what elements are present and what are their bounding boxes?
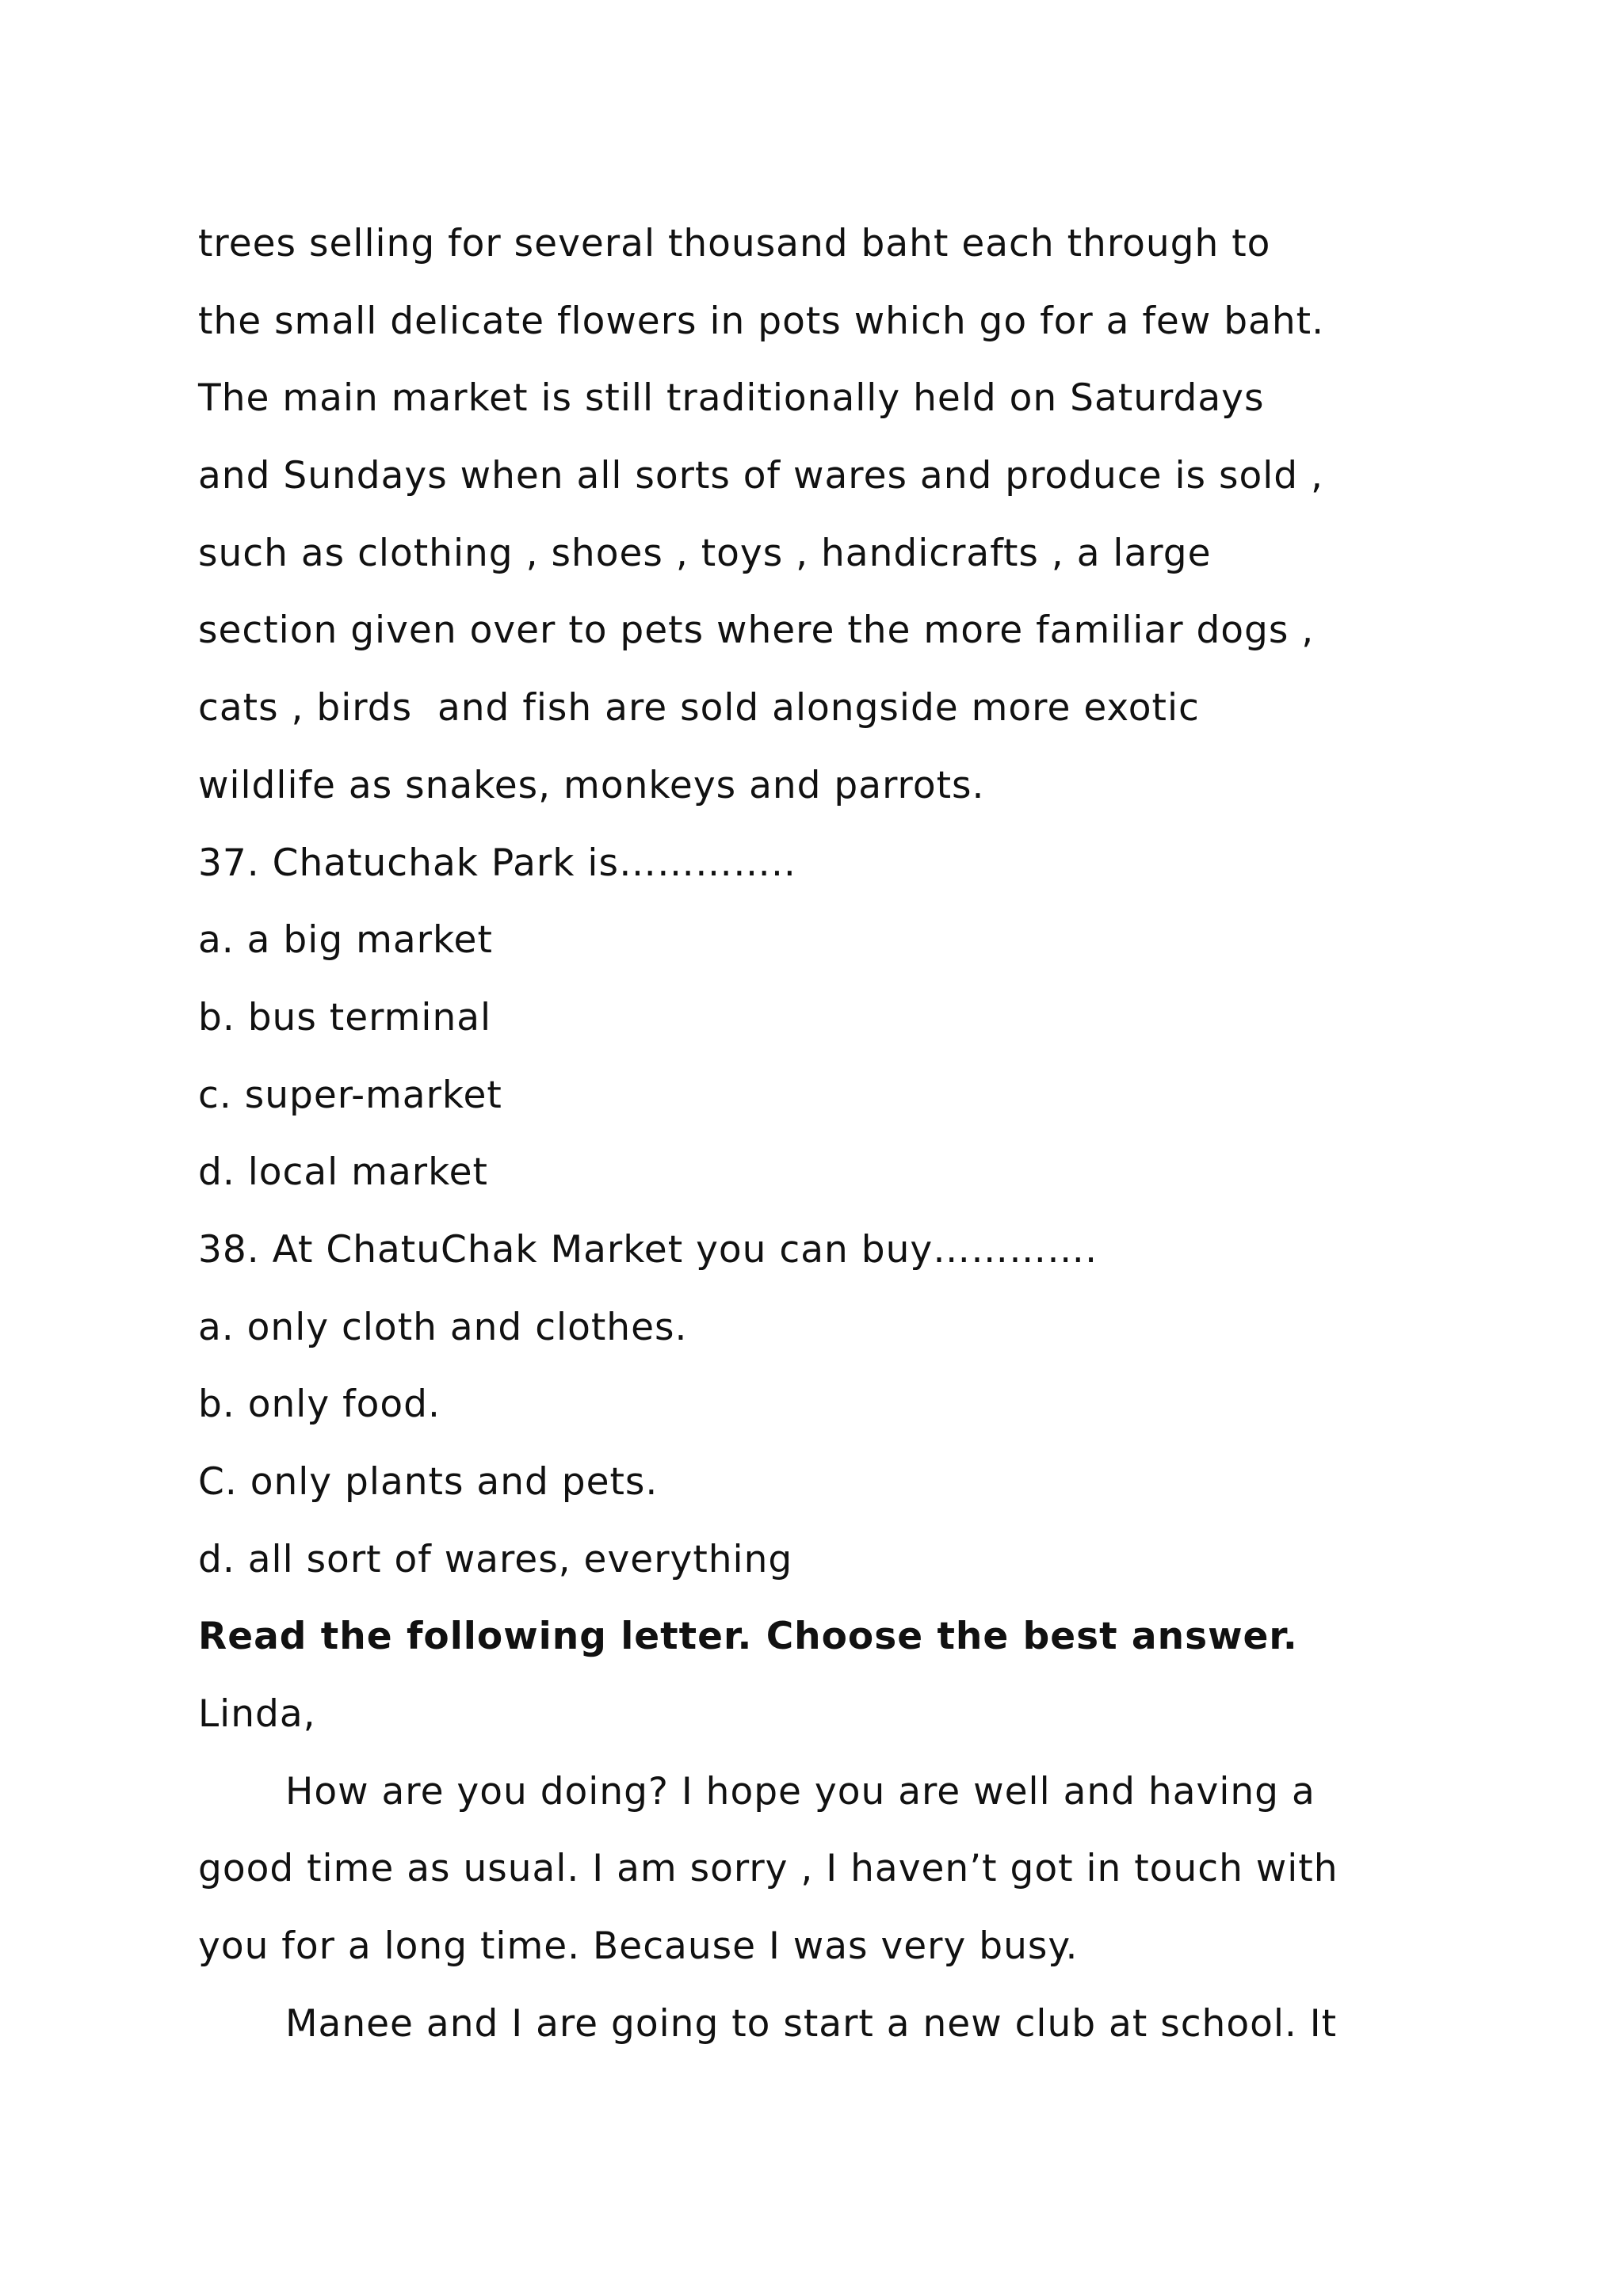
letter-line: good time as usual. I am sorry , I haven’t got in touch with bbox=[198, 1847, 1338, 1891]
answer-option: a. a big market bbox=[198, 918, 493, 963]
letter-line: Manee and I are going to start a new club at school. It bbox=[285, 2001, 1338, 2046]
passage-line: such as clothing , shoes , toys , handicrafts , a large bbox=[198, 531, 1212, 575]
question-38 bbox=[198, 1226, 1466, 1613]
answer-option: d. all sort of wares, everything bbox=[198, 1537, 793, 1581]
section-instruction: Read the following letter. Choose the best answer. bbox=[198, 1615, 1298, 1659]
answer-option: C. only plants and pets. bbox=[198, 1460, 659, 1504]
letter bbox=[198, 1691, 1466, 2077]
letter-line: How are you doing? I hope you are well and having a bbox=[285, 1769, 1316, 1814]
passage-line: wildlife as snakes, monkeys and parrots. bbox=[198, 763, 985, 807]
document-body bbox=[198, 220, 1466, 2078]
question-prompt: 37. Chatuchak Park is………….. bbox=[198, 841, 796, 885]
answer-option: a. only cloth and clothes. bbox=[198, 1305, 688, 1349]
question-37 bbox=[198, 840, 1466, 1226]
answer-option: c. super-market bbox=[198, 1073, 502, 1117]
answer-option: b. bus terminal bbox=[198, 995, 492, 1039]
passage-line: section given over to pets where the more familiar dogs , bbox=[198, 608, 1315, 653]
passage-line: trees selling for several thousand baht each through to bbox=[198, 222, 1271, 265]
question-prompt: 38. At ChatuChak Market you can buy…………. bbox=[198, 1227, 1098, 1272]
letter-line: you for a long time. Because I was very busy. bbox=[198, 1924, 1079, 1969]
passage-line: cats , birds and fish are sold alongside more exotic bbox=[198, 686, 1200, 730]
passage-line: The main market is still traditionally held on Saturdays bbox=[198, 376, 1265, 421]
answer-option: d. local market bbox=[198, 1150, 488, 1195]
passage-line: the small delicate flowers in pots which go for a few baht. bbox=[198, 299, 1325, 343]
answer-option: b. only food. bbox=[198, 1383, 441, 1427]
reading-passage bbox=[198, 220, 1466, 840]
passage-line: and Sundays when all sorts of wares and produce is sold , bbox=[198, 454, 1323, 498]
letter-salutation: Linda, bbox=[198, 1692, 316, 1737]
